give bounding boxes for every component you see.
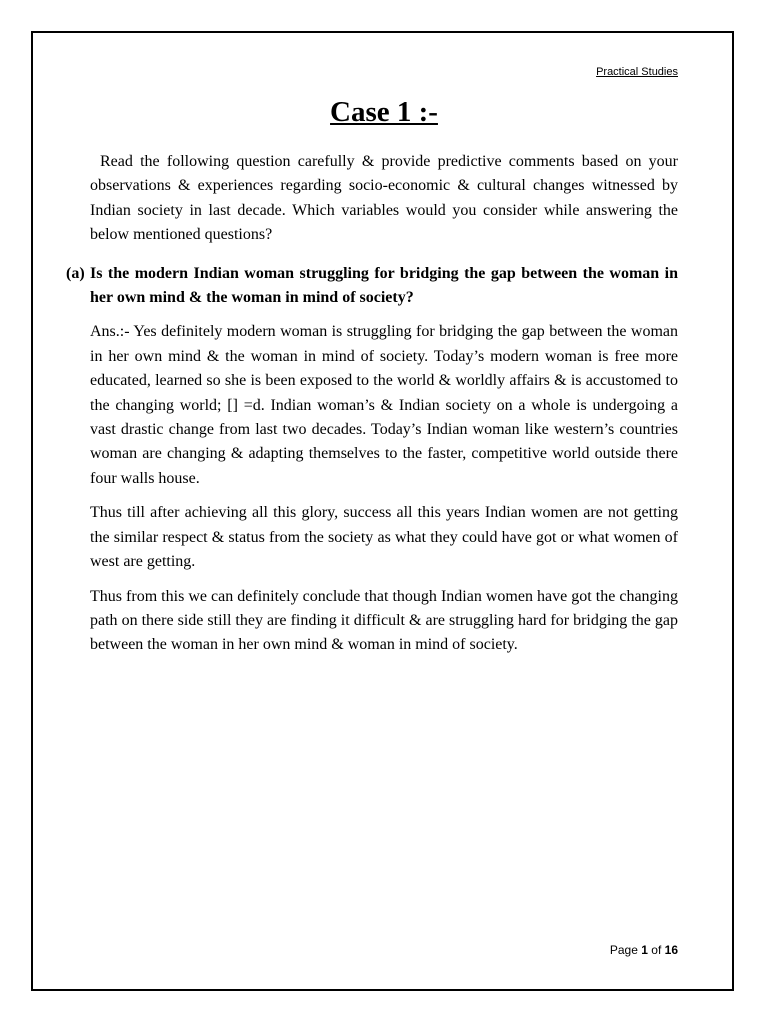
- page-total: 16: [664, 943, 678, 957]
- answer-paragraph-3: Thus from this we can definitely conclude that though Indian women have got the changing path on there side still they are finding it difficult & are struggling hard for bridging the gap between the woman in her own mind & woman in mind of society.: [90, 587, 678, 654]
- of-word: of: [651, 943, 662, 957]
- intro-paragraph: Read the following question carefully & provide predictive comments based on your observations & experiences regarding socio-economic & cultural changes witnessed by Indian society in last decade. Which variables would you consider while answering the below mentioned questions?: [90, 153, 678, 244]
- question-a: [66, 262, 678, 311]
- page-number: [610, 943, 678, 957]
- question-marker: (a): [66, 264, 85, 282]
- page-current: 1: [641, 943, 648, 957]
- document-body: [66, 150, 678, 668]
- answer-paragraph-1: Ans.:- Yes definitely modern woman is struggling for bridging the gap between the woman in her own mind & the woman in mind of society. Today’s modern woman is free more educated, learned so she is been exposed to the world & worldly affairs & is accustomed to the changing world; [] =d. Indian woman’s & Indian society on a whole is undergoing a vast drastic change from last two decades. Today’s Indian woman like western’s countries woman are changing & adapting themselves to the faster, competitive world outside there four walls house.: [90, 323, 678, 487]
- question-text: Is the modern Indian woman struggling for bridging the gap between the woman in her own mind & the woman in mind of society?: [90, 264, 678, 307]
- page-word: Page: [609, 943, 638, 957]
- answer-paragraph-2: Thus till after achieving all this glory, success all this years Indian women are not getting the similar respect & status from the society as what they could have got or what women of west are getting.: [90, 504, 678, 571]
- header-label: Practical Studies: [596, 66, 678, 78]
- case-title: Case 1 :-: [330, 96, 438, 128]
